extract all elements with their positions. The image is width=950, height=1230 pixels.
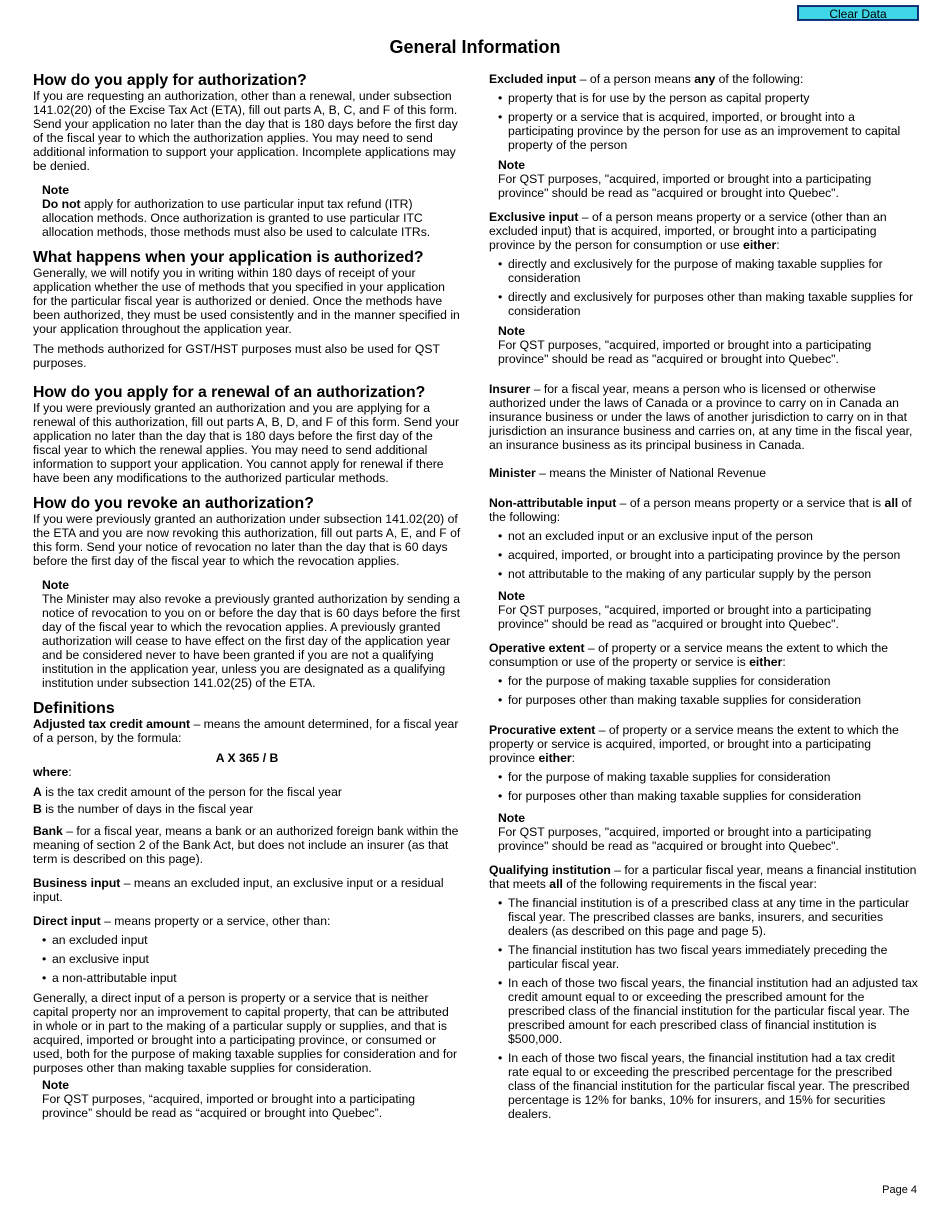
term-atca: Adjusted tax credit amount [33, 717, 191, 731]
list-item: • The financial institution has two fiscal years immediately preceding the particular fiscal year. [489, 943, 919, 971]
revoke-body: If you were previously granted an authorization under subsection 141.02(20) of the ETA and you are now revoking this authorization, fill out parts A, E, and F of this form. Send your notice of revocation no later than the day that is 60 days before the first day of the fiscal year to which the revocation applies. [33, 512, 461, 568]
definition-emphasis: all [884, 496, 899, 510]
definition-text: : [571, 751, 576, 765]
definition-text: – of a person means property or a service (other than an excluded input) that is acquired, imported, or brought into a participating province by the person for consumption or use [489, 210, 887, 252]
note-text: For QST purposes, "acquired, imported or brought into a participating province" should be read as "acquired or brought into Quebec". [498, 172, 872, 200]
note-label: Note [42, 183, 70, 197]
authorized-body: Generally, we will notify you in writing within 180 days of receipt of your application whether the use of methods that you specified in your application for the particular fiscal year is authorized or denied. Once the methods have been authorized, they must be used consistently and in the manner specified in your application throughout the application year. [33, 266, 460, 336]
definition-emphasis: any [694, 72, 716, 86]
non-attributable-note [489, 589, 919, 631]
definition-text: : [776, 238, 780, 252]
list-item: • In each of those two fiscal years, the financial institution had an adjusted tax credit amount equal to or exceeding the prescribed amount for the prescribed class of the financial institution for the particular fiscal year. The prescribed amount for each prescribed class of financial institution is $500,000. [489, 976, 919, 1046]
definition-text: – of a person means property or a service that is [616, 496, 885, 510]
var-b: B [33, 802, 42, 816]
page-number: Page 4 [882, 1184, 917, 1196]
term-exclusive-input: Exclusive input [489, 210, 579, 224]
term-business-input: Business input [33, 876, 121, 890]
note-label: Note [498, 324, 526, 338]
var-a-text: is the tax credit amount of the person for the fiscal year [41, 785, 342, 799]
list-item: • The financial institution is of a prescribed class at any time in the particular fiscal year. The prescribed classes are banks, insurers, and securities dealers (as described on this page and page 5). [489, 896, 919, 938]
apply-body: If you are requesting an authorization, other than a renewal, under subsection 141.02(20) of the Excise Tax Act (ETA), fill out parts A, B, C, and F of this form. Send your application no later than the day that is 180 days before the first day of the fiscal year to which the authorization applies. You may need to send additional information to support your application. Incomplete applications may be denied. [33, 89, 458, 173]
note-text: apply for authorization to use particular input tax refund (ITR) allocation methods. Once authorization is granted to use particular ITC allocation methods, those methods must also be used to calculate ITRs. [42, 197, 431, 239]
note-emphasis: Do not [42, 197, 81, 211]
note-text: For QST purposes, "acquired, imported or brought into a participating province" should be read as "acquired or brought into Quebec". [498, 825, 872, 853]
list-item: • an exclusive input [33, 952, 461, 966]
var-a: A [33, 785, 42, 799]
direct-body: Generally, a direct input of a person is property or a service that is neither capital property nor an improvement to capital property, that can be attributed in whole or in part to the making of a particular supply or supplies, and that is acquired, imported or brought into a participating province, or consumed or used, both for the purpose of making taxable supplies for consideration and for purposes other than making taxable supplies for consideration. [33, 991, 458, 1075]
term-minister: Minister [489, 466, 536, 480]
note-text: For QST purposes, "acquired, imported or brought into a participating province" should be read as "acquired or brought into Quebec". [498, 338, 872, 366]
term-bank: Bank [33, 824, 63, 838]
note-text: For QST purposes, “acquired, imported or brought into a participating province” should be read as “acquired or brought into Quebec”. [42, 1092, 416, 1120]
definition-emphasis: either [538, 751, 572, 765]
list-item: • for purposes other than making taxable supplies for consideration [489, 693, 919, 707]
definition-emphasis: either [743, 238, 777, 252]
definition-text: of the following: [489, 496, 912, 524]
revoke-note [33, 578, 461, 690]
definition-text: – means the Minister of National Revenue [535, 466, 767, 480]
definition-text: of the following requirements in the fiscal year: [562, 877, 817, 891]
term-operative-extent: Operative extent [489, 641, 585, 655]
definition-text: – of a person means [576, 72, 695, 86]
list-item: • not attributable to the making of any particular supply by the person [489, 567, 919, 581]
definition-text: of the following: [715, 72, 804, 86]
list-item: • an excluded input [33, 933, 461, 947]
definition-emphasis: all [549, 877, 563, 891]
list-item: • property that is for use by the person as capital property [489, 91, 919, 105]
operative-extent-list [489, 674, 919, 707]
direct-note [33, 1078, 461, 1120]
exclusive-note [489, 324, 919, 366]
renewal-body: If you were previously granted an authorization and you are applying for a renewal of this authorization, fill out parts A, B, D, and F of this form. Send your application no later than the day that is 180 days before the first day of the fiscal year to which the renewal applies. You may need to send additional information to support your application. You cannot apply for renewal if there have been any modifications to the authorized particular methods. [33, 401, 460, 485]
note-label: Note [498, 158, 526, 172]
bank-text: – for a fiscal year, means a bank or an authorized foreign bank within the meaning of section 2 of the Bank Act, but does not include an insurer (as that term is described on this page). [33, 824, 459, 866]
procurative-note [489, 811, 919, 853]
note-label: Note [42, 1078, 70, 1092]
term-insurer: Insurer [489, 382, 531, 396]
non-attributable-list [489, 529, 919, 581]
definition-text: – of property or a service means the extent to which the consumption or use of the property or service is [489, 641, 889, 669]
term-excluded-input: Excluded input [489, 72, 577, 86]
list-item: • directly and exclusively for the purpose of making taxable supplies for consideration [489, 257, 919, 285]
where-colon: : [68, 765, 72, 779]
definition-emphasis: either [749, 655, 783, 669]
note-label: Note [498, 589, 526, 603]
note-text: For QST purposes, "acquired, imported or brought into a participating province" should be read as "acquired or brought into Quebec". [498, 603, 872, 631]
list-item: • In each of those two fiscal years, the financial institution had a tax credit rate equal to or exceeding the prescribed percentage for the prescribed class of the financial institution for the particular fiscal year. The prescribed percentage is 12% for banks, 10% for insurers, and 15% for securities dealers. [489, 1051, 919, 1121]
atca-text: – means the amount determined, for a fiscal year of a person, by the formula: [33, 717, 459, 745]
definition-text: – for a fiscal year, means a person who is licensed or otherwise authorized under the laws of Canada or a province to carry on in Canada an insurance business or under the laws of another jurisdiction to carry on in that jurisdiction an insurance business and carries on, at any time in the fiscal year, an insurance business as its principal business in Canada. [489, 382, 913, 452]
list-item: • a non-attributable input [33, 971, 461, 985]
definition-text: – of property or a service means the extent to which the property or service is acquired, imported, or brought into a participating province [489, 723, 899, 765]
note-text: The Minister may also revoke a previously granted authorization by sending a notice of revocation to you on or before the day that is 60 days before the first day of the fiscal year to which the revocation applies. A previously granted authorization will cease to have effect on the first day of the application year and be considered never to have been granted if you are not a qualifying institution in the application year, unless you are designated as a qualifying institution under subsection 141.02(25) of the ETA. [42, 592, 461, 690]
list-item: • for the purpose of making taxable supplies for consideration [489, 770, 919, 784]
list-item: • for the purpose of making taxable supplies for consideration [489, 674, 919, 688]
heading-renewal: How do you apply for a renewal of an authorization? [33, 384, 426, 401]
term-non-attributable-input: Non-attributable input [489, 496, 617, 510]
term-qualifying-institution: Qualifying institution [489, 863, 611, 877]
definition-text: – for a particular fiscal year, means a financial institution that meets [489, 863, 917, 891]
list-item: • directly and exclusively for purposes other than making taxable supplies for consideration [489, 290, 919, 318]
term-procurative-extent: Procurative extent [489, 723, 596, 737]
list-item: • property or a service that is acquired, imported, or brought into a participating province by the person for use as an improvement to capital property of the person [489, 110, 919, 152]
excluded-note [489, 158, 919, 200]
business-text: – means an excluded input, an exclusive input or a residual input. [33, 876, 444, 904]
procurative-extent-list [489, 770, 919, 803]
direct-input-list [33, 933, 461, 985]
where-label: where [33, 765, 69, 779]
heading-authorized: What happens when your application is authorized? [33, 249, 424, 266]
right-column [489, 72, 919, 1121]
left-column [33, 72, 461, 1120]
direct-text: – means property or a service, other than: [100, 914, 331, 928]
term-direct-input: Direct input [33, 914, 101, 928]
list-item: • not an excluded input or an exclusive input of the person [489, 529, 919, 543]
page-title: General Information [389, 37, 561, 57]
formula: A X 365 / B [215, 751, 279, 765]
exclusive-input-list [489, 257, 919, 318]
qualifying-institution-list [489, 896, 919, 1121]
note-label: Note [498, 811, 526, 825]
list-item: • acquired, imported, or brought into a participating province by the person [489, 548, 919, 562]
definition-text: : [782, 655, 786, 669]
heading-apply: How do you apply for authorization? [33, 72, 307, 89]
apply-note [33, 183, 461, 239]
heading-definitions: Definitions [33, 700, 115, 717]
heading-revoke: How do you revoke an authorization? [33, 495, 314, 512]
clear-data-button[interactable]: Clear Data [797, 5, 919, 21]
list-item: • for purposes other than making taxable supplies for consideration [489, 789, 919, 803]
authorized-body-2: The methods authorized for GST/HST purposes must also be used for QST purposes. [33, 342, 440, 370]
excluded-input-list [489, 91, 919, 152]
var-b-text: is the number of days in the fiscal year [41, 802, 254, 816]
note-label: Note [42, 578, 70, 592]
